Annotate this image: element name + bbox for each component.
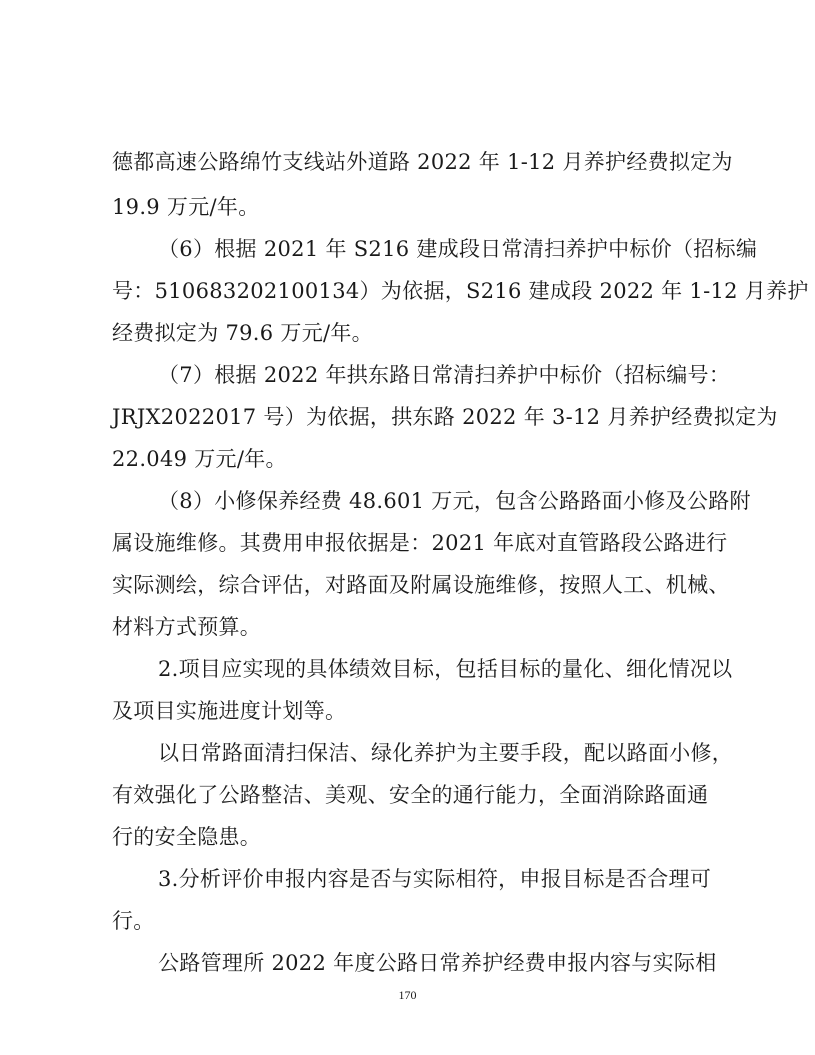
text-line: 22.049 万元/年。 (112, 447, 287, 471)
text-line: （8）小修保养经费 48.601 万元，包含公路路面小修及公路附 (158, 489, 751, 513)
text-line: 德都高速公路绵竹支线站外道路 2022 年 1-12 月养护经费拟定为 (112, 150, 733, 174)
text-line: 有效强化了公路整洁、美观、安全的通行能力，全面消除路面通 (112, 783, 709, 807)
text-line: 及项目实施进度计划等。 (112, 699, 347, 723)
text-line: 实际测绘，综合评估，对路面及附属设施维修，按照人工、机械、 (112, 573, 730, 597)
text-line: 19.9 万元/年。 (112, 195, 260, 219)
page-number: 170 (398, 988, 417, 1002)
text-line: 2.项目应实现的具体绩效目标，包括目标的量化、细化情况以 (158, 657, 733, 681)
text-line: 号：510683202100134）为依据，S216 建成段 2022 年 1-12 月养护 (112, 279, 809, 303)
text-line: JRJX2022017 号）为依据，拱东路 2022 年 3-12 月养护经费拟定为 (112, 405, 778, 429)
text-line: 行。 (112, 909, 155, 933)
text-line: 属设施维修。其费用申报依据是：2021 年底对直管路段公路进行 (112, 531, 728, 555)
text-line: 以日常路面清扫保洁、绿化养护为主要手段，配以路面小修， (158, 741, 734, 765)
text-line: 行的安全隐患。 (112, 825, 262, 849)
text-line: 3.分析评价申报内容是否与实际相符，申报目标是否合理可 (158, 867, 712, 891)
text-line: （6）根据 2021 年 S216 建成段日常清扫养护中标价（招标编 (158, 237, 758, 261)
text-line: 材料方式预算。 (112, 615, 262, 639)
text-line: 经费拟定为 79.6 万元/年。 (112, 321, 373, 345)
text-line: （7）根据 2022 年拱东路日常清扫养护中标价（招标编号： (158, 363, 731, 387)
text-line: 公路管理所 2022 年度公路日常养护经费申报内容与实际相 (158, 951, 717, 975)
